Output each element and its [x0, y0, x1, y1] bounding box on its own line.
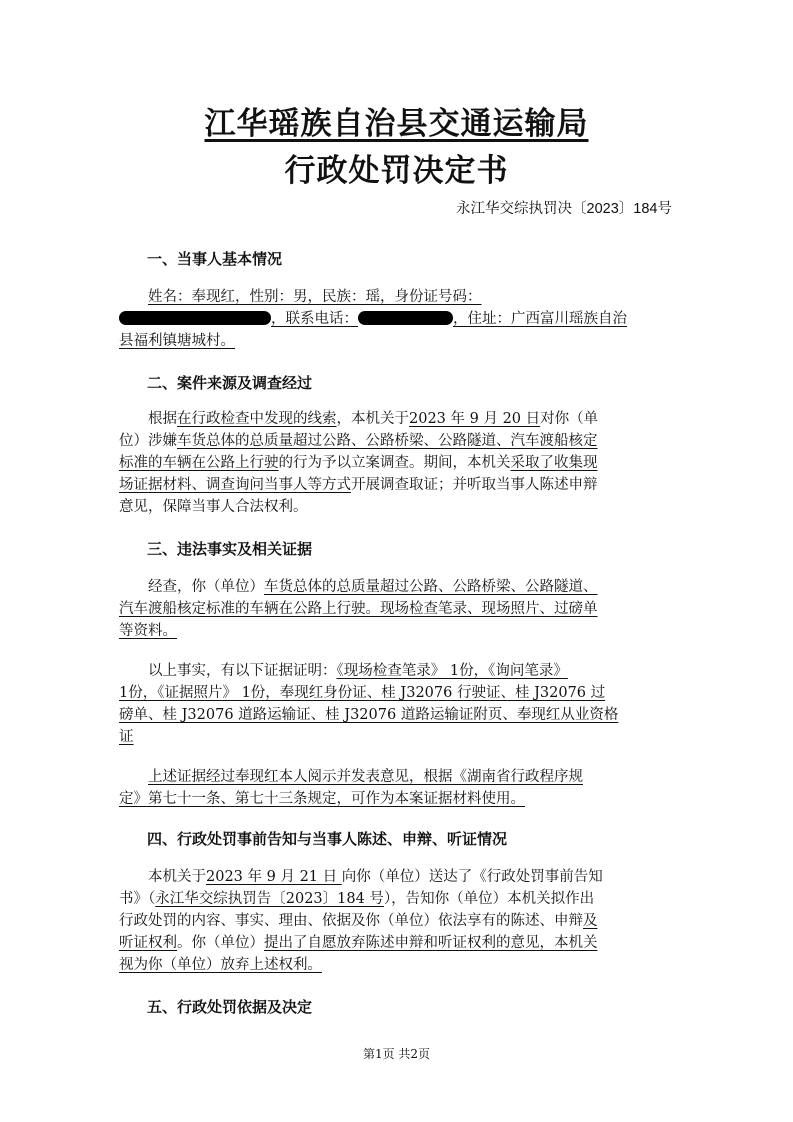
facts-line-3: 等资料。	[119, 623, 177, 639]
document-subtitle: 行政处罚决定书	[284, 153, 509, 189]
facts-line-1: 经查，你（单位）车货总体的总质量超过公路、公路桥梁、公路隧道、	[148, 579, 598, 595]
document-title: 江华瑶族自治县交通运输局	[204, 106, 589, 142]
case-source-line-2: 位）涉嫌车货总体的总质量超过公路、公路桥梁、公路隧道、汽车渡船核定	[119, 433, 598, 449]
evidence-line-3: 磅单、桂 J32076 道路运输证、桂 J32076 道路运输证附页、奉现红从业资格	[119, 707, 619, 723]
facts-line-2: 汽车渡船核定标准的车辆在公路上行驶。现场检查笔录、现场照片、过磅单	[119, 601, 598, 617]
section-2-heading: 二、案件来源及调查经过	[147, 374, 313, 392]
section-3-heading: 三、违法事实及相关证据	[147, 540, 313, 558]
evidence-basis-line-1: 上述证据经过奉现红本人阅示并发表意见，根据《湖南省行政程序规	[148, 769, 583, 785]
case-source-line-3: 标准的车辆在公路上行驶的行为予以立案调查。期间，本机关采取了收集现	[119, 455, 598, 471]
section-5-heading: 五、行政处罚依据及决定	[147, 998, 313, 1016]
notice-line-5: 视为你（单位）放弃上述权利。	[119, 957, 322, 973]
case-source-line-5: 意见，保障当事人合法权利。	[119, 499, 308, 515]
notice-line-3: 行政处罚的内容、事实、理由、依据及你（单位）依法享有的陈述、申辩及	[119, 913, 598, 929]
evidence-line-1: 以上事实，有以下证据证明：《现场检查笔录》 1份，《询问笔录》	[148, 663, 568, 679]
redacted-phone	[358, 311, 453, 325]
page-footer: 第1页 共2页	[362, 1047, 431, 1061]
notice-line-4: 听证权利。你（单位）提出了自愿放弃陈述申辩和听证权利的意见，本机关	[119, 935, 598, 951]
case-source-line-1: 根据在行政检查中发现的线索，本机关于2023 年 9 月 20 日对你（单	[148, 411, 599, 427]
document-number: 永江华交综执罚决〔2023〕184号	[456, 201, 672, 217]
party-info-line-2	[119, 308, 627, 330]
address-text: ，住址：广西富川瑶族自治	[453, 311, 627, 327]
evidence-line-4: 证	[119, 729, 134, 745]
section-4-heading: 四、行政处罚事前告知与当事人陈述、申辩、听证情况	[147, 830, 508, 848]
phone-label: ，联系电话：	[271, 311, 358, 327]
evidence-basis-line-2: 定》第七十一条、第七十三条规定，可作为本案证据材料使用。	[119, 791, 525, 807]
section-1-heading: 一、当事人基本情况	[147, 250, 283, 268]
notice-line-2: 书》（永江华交综执罚告〔2023〕184 号），告知你（单位）本机关拟作出	[119, 891, 595, 907]
party-info-line-1: 姓名：奉现红，性别：男，民族：瑶，身份证号码：	[148, 289, 482, 305]
case-source-line-4: 场证据材料、调查询问当事人等方式开展调查取证；并听取当事人陈述申辩	[119, 477, 598, 493]
redacted-id-number	[119, 311, 271, 325]
party-info-line-3: 县福利镇塘城村。	[119, 333, 235, 349]
evidence-line-2: 1份，《证据照片》 1份，奉现红身份证、桂 J32076 行驶证、桂 J32076 过	[119, 685, 606, 701]
notice-line-1: 本机关于2023 年 9 月 21 日 向你（单位）送达了《行政处罚事前告知	[148, 869, 603, 885]
